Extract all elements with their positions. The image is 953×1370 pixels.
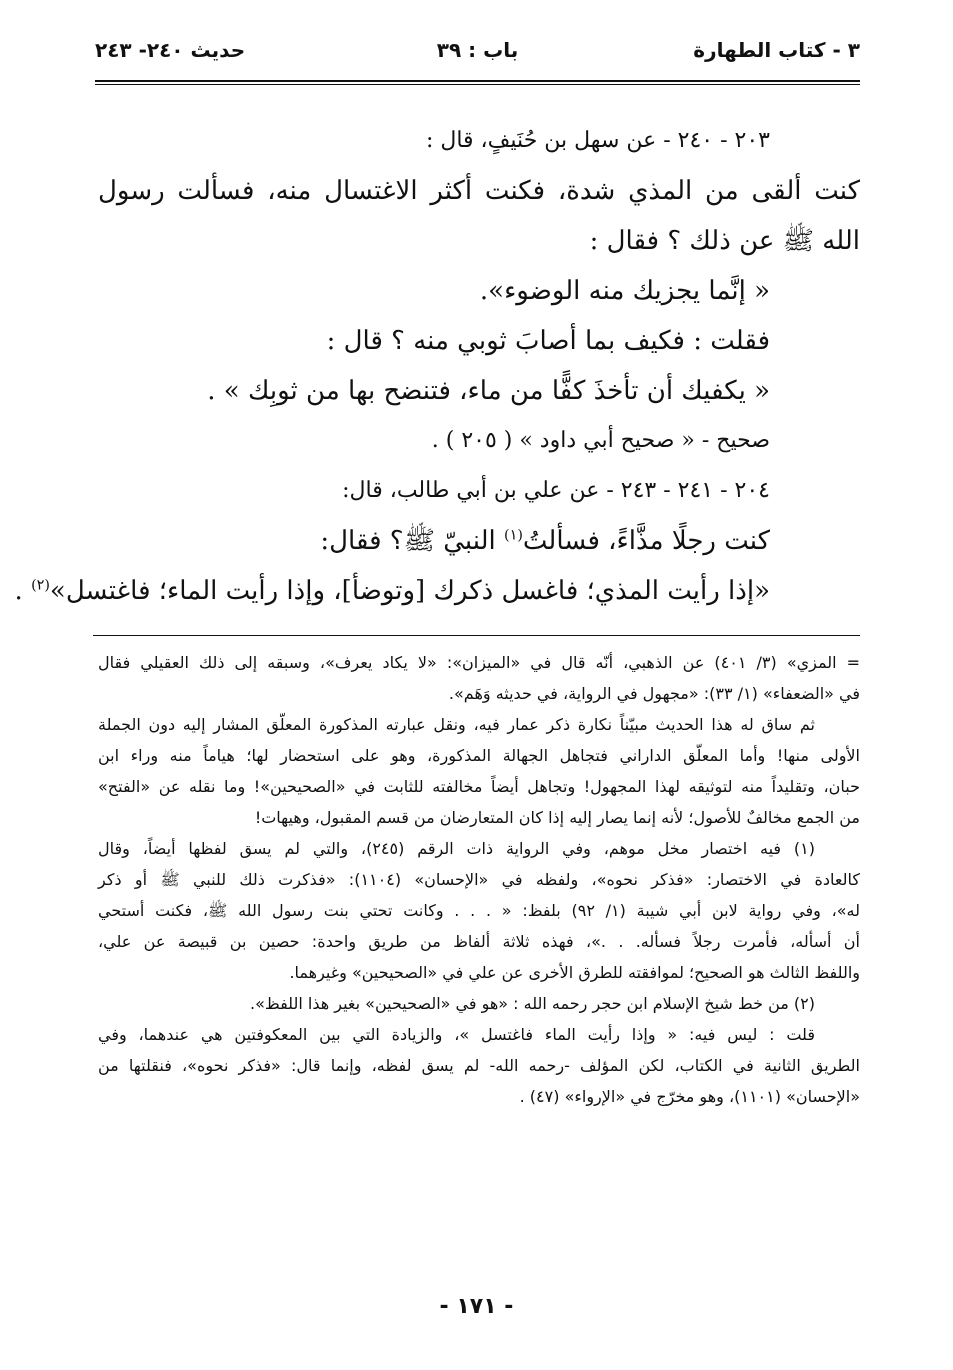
footnote-line: واللفظ الثالث هو الصحيح؛ لموافقته للطرق الأخرى عن علي في «الصحيحين» وغيرهما. xyxy=(289,963,860,982)
footnote-line: قلت : ليس فيه: « وإذا رأيت الماء فاغتسل »، والزيادة التي بين المعكوفتين هي عندهما، وفي xyxy=(98,1025,815,1044)
hadith-203-heading: ٢٠٣ - ٢٤٠ - عن سهل بن حُنَيفٍ، قال : xyxy=(425,128,770,153)
hadith-204-line-1 xyxy=(98,516,860,566)
hadith-203-grading: صحيح - « صحيح أبي داود » ( ٢٠٥ ) . xyxy=(431,428,770,453)
footnote-continuation xyxy=(98,647,860,709)
book-title: ٣ - كتاب الطهارة xyxy=(693,38,860,62)
footnote-line: (٢) من خط شيخ الإسلام ابن حجر رحمه الله : «هو في «الصحيحين» بغير هذا اللفظ». xyxy=(250,994,815,1013)
footnote-line: «الإحسان» (١١٠١)، وهو مخرّج في «الإرواء» (٤٧) . xyxy=(519,1087,860,1106)
footnote-1 xyxy=(98,833,860,988)
footnote-line: حبان، وتقليداً منه لتوثيقه لهذا المجهول! وتجاهل أيضاً مخالفته للثابت في «الصحيحين»! وما نقله عن «الفتح» xyxy=(98,777,860,796)
header-divider xyxy=(95,80,860,85)
hadith-204-line-1-text-a: كنت رجلًا مذَّاءً، فسألتُ xyxy=(522,526,770,556)
footnote-2 xyxy=(98,988,860,1019)
footnote-line: كالعادة في الاختصار: «فذكر نحوه»، ولفظه في «الإحسان» (١١٠٤): «فذكرت ذلك للنبي ﷺ أو ذكر xyxy=(98,870,860,889)
footnote-line: (١) فيه اختصار مخل موهم، وفي الرواية ذات الرقم (٢٤٥)، والتي لم يسق لفظها أيضاً، وقال xyxy=(98,839,815,858)
footnote-line: من الجمع مخالفٌ للأصول؛ لأنه إنما يصار إليه إذا كان المتعارضان من قسم المقبول، وهيهات! xyxy=(254,808,860,827)
footnote-line: ثم ساق له هذا الحديث مبيّناً نكارة ذكر عمار فيه، ونقل عبارته المذكورة المعلّق المشار إليه دون الجملة xyxy=(98,715,815,734)
hadith-range: حديث ٢٤٠- ٢٤٣ xyxy=(95,38,246,62)
footnote-divider xyxy=(93,635,860,636)
footnote-ref-2: (٢) xyxy=(31,577,50,594)
footnote-2-comment xyxy=(98,1019,860,1112)
footnotes xyxy=(98,647,860,1112)
running-header xyxy=(95,38,860,72)
hadith-203-line-3: « إنَّما يجزيك منه الوضوء». xyxy=(479,276,770,306)
footnote-ref-1: (١) xyxy=(504,527,523,544)
footnote-line: له»، وفي رواية لابن أبي شيبة (١/ ٩٢) بلفظ: « . . . وكانت تحتي بنت رسول الله ﷺ، فكنت أستحي xyxy=(98,901,860,920)
footnote-line: الأولى منها! وأما المعلّق الداراني فتجاهل الجهالة المذكورة، وهو على استحضار لها؛ هياماً منه وراء ابن xyxy=(98,746,860,765)
hadith-204-line-1-text-b: النبيّ ﷺ؟ فقال: xyxy=(320,526,505,556)
hadith-204-line-2-end: . xyxy=(14,576,32,606)
hadith-204-line-2 xyxy=(14,566,860,616)
hadith-204-line-2-text: «إذا رأيت المذي؛ فاغسل ذكرك [وتوضأ]، وإذا رأيت الماء؛ فاغتسل» xyxy=(49,576,770,606)
page-number: - ١٧١ - xyxy=(439,1294,514,1319)
footnote-line: أن أسأله، فأمرت رجلاً فسأله. . .»، فهذه ثلاثة ألفاظ من طريق واحدة: حصين بن قبيصة عن علي، xyxy=(98,932,860,951)
hadith-203-line-4: فقلت : فكيف بما أصابَ ثوبي منه ؟ قال : xyxy=(326,326,770,356)
hadith-203-line-1: كنت ألقى من المذي شدة، فكنت أكثر الاغتسال منه، فسألت رسول xyxy=(98,176,860,206)
footnote-line: = المزي» (٣/ ٤٠١) عن الذهبي، أنّه قال في «الميزان»: «لا يكاد يعرف»، وسبقه إلى ذلك العقيلي فقال xyxy=(98,653,860,672)
hadith-204-heading: ٢٠٤ - ٢٤١ - ٢٤٣ - عن علي بن أبي طالب، قال: xyxy=(342,478,770,503)
footnote-line: الطريق الثانية في الكتاب، لكن المؤلف -رحمه الله- لم يسق لفظه، وإنما قال: «فذكر نحوه»، فنقلتها من xyxy=(98,1056,860,1075)
main-text xyxy=(14,116,860,616)
footnote-line: في «الضعفاء» (١/ ٣٣): «مجهول في الرواية، في حديثه وَهَم». xyxy=(448,684,860,703)
chapter-label: باب : ٣٩ xyxy=(436,38,519,62)
footnote-paragraph xyxy=(98,709,860,833)
hadith-203-line-5: « يكفيك أن تأخذَ كفًّا من ماء، فتنضح بها من ثوبِك » . xyxy=(207,376,770,406)
hadith-203-line-2: الله ﷺ عن ذلك ؟ فقال : xyxy=(589,226,860,256)
